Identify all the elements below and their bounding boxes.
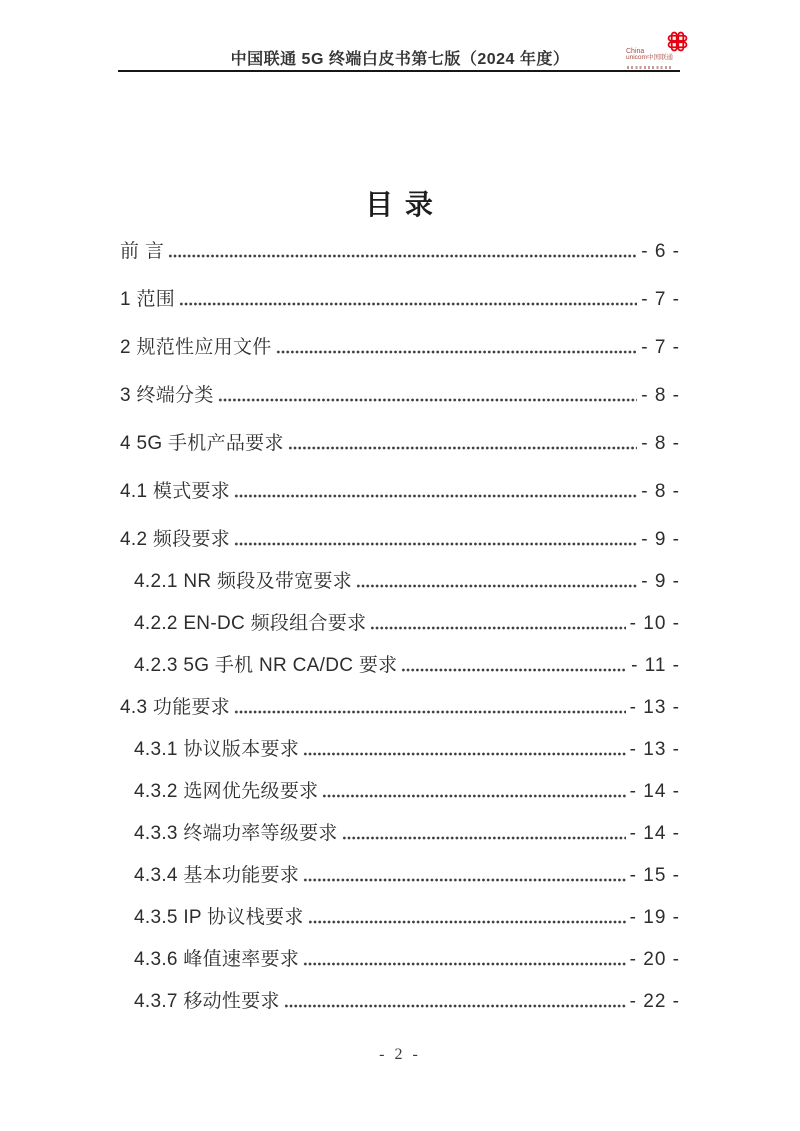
header-title: 中国联通 5G 终端白皮书第七版（2024 年度） [230,51,570,68]
unicom-logo [626,31,690,71]
toc-leader-dots [322,793,625,799]
toc-entry[interactable] [120,383,680,409]
toc-entry-page: - 11 - [631,655,680,676]
toc-entry-label: 4.2.1 NR 频段及带宽要求 [134,571,353,592]
toc-entry-label: 4 5G 手机产品要求 [120,433,284,454]
toc-entry-label: 3 终端分类 [120,385,214,406]
toc-entry-page: - 15 - [629,865,680,886]
toc-heading: 目 录 [365,189,435,220]
toc-entry-page: - 14 - [629,781,680,802]
toc-leader-dots [234,493,637,499]
toc-leader-dots [342,835,626,841]
footer-page-number: - 2 - [379,1046,421,1063]
toc-entry-page: - 13 - [629,739,680,760]
unicom-logo-line2: unicom中国联通 [626,54,673,62]
unicom-logo-text [626,48,673,62]
toc-leader-dots [401,667,627,673]
toc-leader-dots [303,877,626,883]
toc-leader-dots [218,397,638,403]
toc-entry-label: 4.2.3 5G 手机 NR CA/DC 要求 [134,655,398,676]
toc-entry-label: 4.3.4 基本功能要求 [134,865,300,886]
toc-entry[interactable] [120,569,680,595]
toc-leader-dots [234,541,637,547]
toc-entry-page: - 20 - [629,949,680,970]
toc-entry-label: 4.3.5 IP 协议栈要求 [134,907,304,928]
toc-entry-label: 4.3.7 移动性要求 [134,991,280,1012]
toc-entry-page: - 8 - [641,433,680,454]
toc-entry-label: 2 规范性应用文件 [120,337,272,358]
toc-entry[interactable] [120,287,680,313]
toc-leader-dots [284,1003,626,1009]
toc-entry-page: - 7 - [641,337,680,358]
toc-entry-label: 4.3.3 终端功率等级要求 [134,823,338,844]
toc-entry[interactable] [120,611,680,637]
toc-entry-page: - 8 - [641,481,680,502]
toc-leader-dots [303,751,626,757]
toc-entry[interactable] [120,737,680,763]
toc-entry[interactable] [120,905,680,931]
toc-entry-page: - 8 - [641,385,680,406]
toc-entry[interactable] [120,863,680,889]
toc-entry-label: 4.3.6 峰值速率要求 [134,949,300,970]
toc-entry[interactable] [120,479,680,505]
toc-entry-label: 4.2.2 EN-DC 频段组合要求 [134,613,367,634]
toc-entry-page: - 13 - [629,697,680,718]
toc-entry-label: 4.3.2 选网优先级要求 [134,781,319,802]
toc-entry-label: 前 言 [120,241,165,262]
toc-entry-page: - 6 - [641,241,680,262]
toc-entry[interactable] [120,947,680,973]
toc-entry[interactable] [120,821,680,847]
toc-entry-page: - 14 - [629,823,680,844]
header-rule [118,70,680,72]
toc-leader-dots [179,301,637,307]
toc-entry-label: 1 范围 [120,289,176,310]
toc-entry[interactable] [120,431,680,457]
unicom-logo-tagline [627,66,673,69]
toc-entry-label: 4.2 频段要求 [120,529,231,550]
toc-entry-page: - 22 - [629,991,680,1012]
toc-entry[interactable] [120,695,680,721]
toc-entry-page: - 10 - [629,613,680,634]
toc-leader-dots [370,625,625,631]
toc-entry-label: 4.1 模式要求 [120,481,231,502]
toc-entry-page: - 19 - [629,907,680,928]
toc-entry-page: - 9 - [641,571,680,592]
toc-leader-dots [168,253,637,259]
toc-entry[interactable] [120,989,680,1015]
unicom-logo-line1: China [626,47,645,55]
toc-entry[interactable] [120,653,680,679]
toc-entry[interactable] [120,779,680,805]
toc-entry[interactable] [120,239,680,265]
toc-entry-label: 4.3.1 协议版本要求 [134,739,300,760]
toc-entry[interactable] [120,335,680,361]
toc-entry-label: 4.3 功能要求 [120,697,231,718]
toc-entry[interactable] [120,527,680,553]
toc-leader-dots [303,961,626,967]
toc-list [120,239,680,1031]
toc-leader-dots [276,349,638,355]
toc-leader-dots [356,583,637,589]
toc-leader-dots [308,919,626,925]
toc-leader-dots [234,709,626,715]
toc-entry-page: - 7 - [641,289,680,310]
toc-leader-dots [288,445,637,451]
toc-entry-page: - 9 - [641,529,680,550]
